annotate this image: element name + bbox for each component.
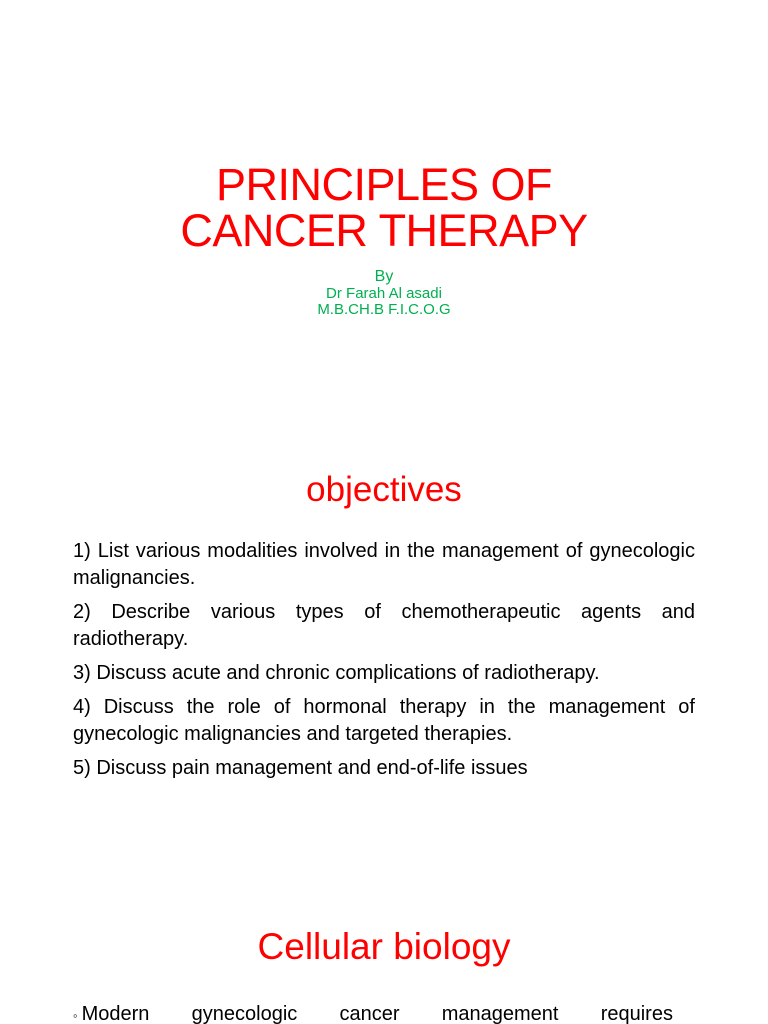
byline-by: By bbox=[374, 268, 394, 285]
bullet-word: gynecologic bbox=[191, 1003, 298, 1024]
title-line-1: PRINCIPLES OF bbox=[215, 159, 553, 210]
objectives-list bbox=[73, 538, 695, 789]
cellular-biology-bullet bbox=[73, 1001, 673, 1024]
bullet-word: Modern bbox=[81, 1003, 150, 1024]
objective-item: 2) Describe various types of chemotherapeutic agents and radiotherapy. bbox=[73, 601, 695, 650]
objective-item: 5) Discuss pain management and end-of-life issues bbox=[73, 757, 528, 779]
page-title bbox=[0, 159, 768, 256]
objective-item: 3) Discuss acute and chronic complications of radiotherapy. bbox=[73, 662, 600, 684]
bullet-marker-icon: ◦ bbox=[73, 1008, 78, 1023]
bullet-word: cancer bbox=[339, 1003, 400, 1024]
objective-item: 4) Discuss the role of hormonal therapy in the management of gynecologic malignancies and targeted therapies. bbox=[73, 696, 695, 745]
bullet-word: requires bbox=[600, 1003, 673, 1024]
bullet-first-word bbox=[73, 1001, 149, 1024]
objectives-heading: objectives bbox=[306, 470, 462, 509]
title-line-2: CANCER THERAPY bbox=[180, 205, 588, 256]
bullet-word: management bbox=[441, 1003, 559, 1024]
author-byline bbox=[0, 267, 768, 318]
byline-credentials: M.B.CH.B F.I.C.O.G bbox=[317, 301, 451, 318]
byline-author: Dr Farah Al asadi bbox=[326, 285, 442, 302]
objective-item: 1) List various modalities involved in the management of gynecologic malignancies. bbox=[73, 540, 695, 589]
cellular-biology-heading: Cellular biology bbox=[257, 926, 511, 967]
